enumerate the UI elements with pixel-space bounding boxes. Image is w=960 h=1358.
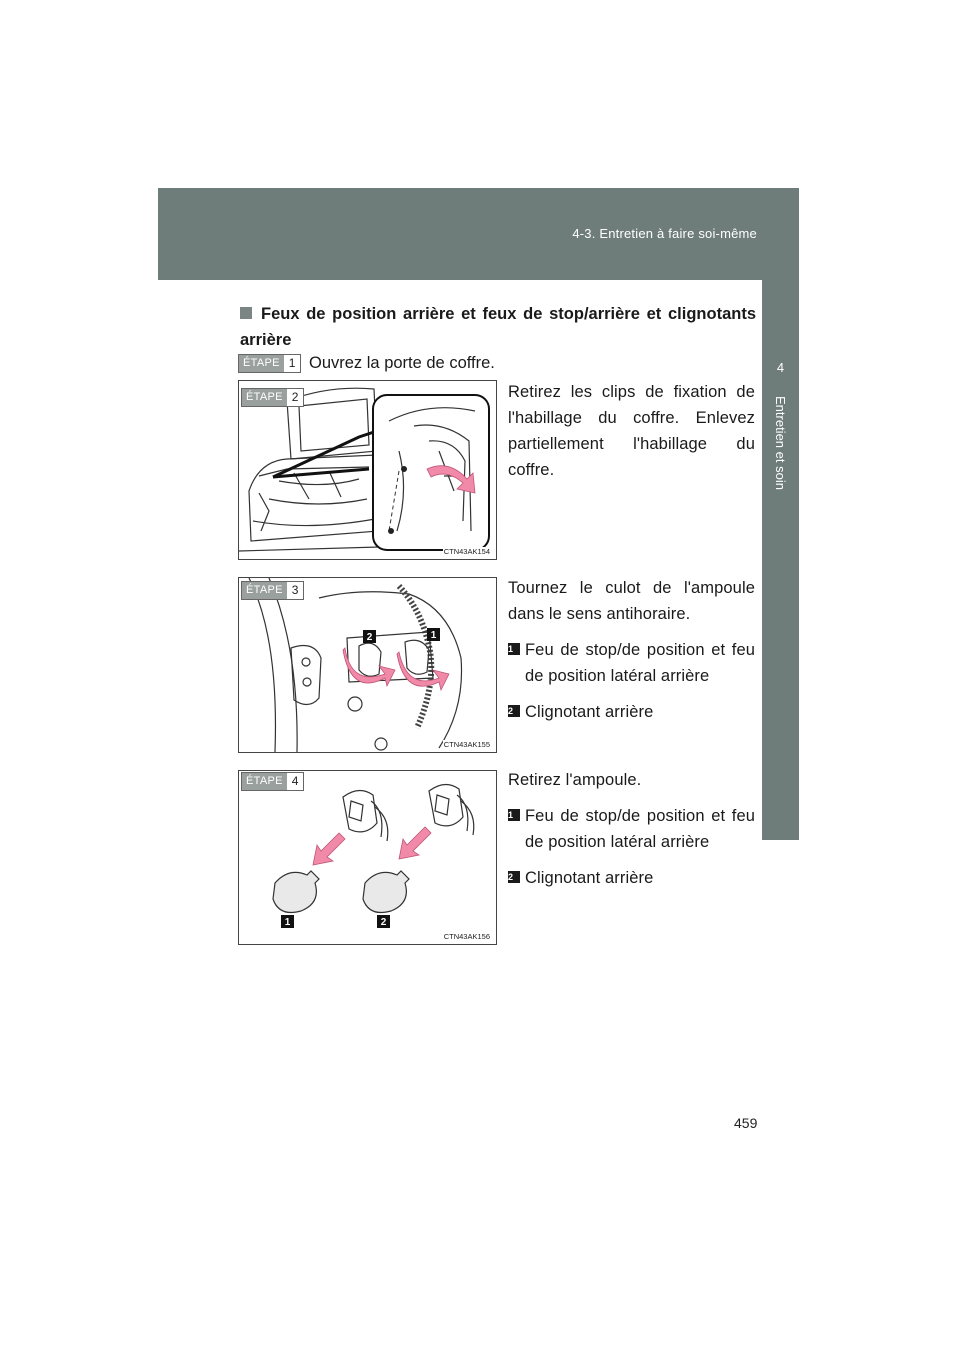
chapter-side-tab[interactable] <box>762 280 799 840</box>
bullet-text: Clignotant arrière <box>525 869 654 887</box>
step-2-text: Retirez les clips de fixation de l'habillage du coffre. Enlevez partiellement l'habillage du coffre. <box>508 383 755 479</box>
figure-mark-2: 2 <box>380 917 387 928</box>
step-3-bullet-2 <box>508 699 755 725</box>
header-band <box>158 188 799 280</box>
figure-mark-1: 1 <box>284 917 291 928</box>
step-4-figure <box>238 770 497 945</box>
page-number: 459 <box>734 1115 758 1131</box>
bullet-mark: 2 <box>508 705 520 717</box>
bullet-mark: 1 <box>508 809 520 821</box>
step-2-figure <box>238 380 497 560</box>
bullet-text: Feu de stop/de position et feu de position latéral arrière <box>525 641 755 685</box>
step-3-text: Tournez le culot de l'ampoule dans le sens antihoraire. <box>508 579 755 623</box>
etape-label: ÉTAPE <box>239 355 284 372</box>
step-3-figure <box>238 577 497 753</box>
etape-label: ÉTAPE <box>242 773 287 790</box>
figure-code: CTN43AK156 <box>443 932 490 941</box>
bulb-removal-illustration <box>239 771 496 944</box>
etape-label: ÉTAPE <box>242 582 287 599</box>
step-3-bullet-1 <box>508 637 755 689</box>
step-1-badge <box>238 354 301 373</box>
etape-number: 2 <box>291 390 299 404</box>
square-bullet-icon <box>240 307 252 319</box>
etape-number: 4 <box>291 774 299 788</box>
chapter-label: Entretien et soin <box>773 396 788 490</box>
figure-mark-1: 1 <box>430 630 437 641</box>
trunk-trim-illustration <box>239 381 496 559</box>
step-3-body <box>508 575 755 725</box>
step-4-bullet-1 <box>508 803 755 855</box>
step-1-text: Ouvrez la porte de coffre. <box>309 354 495 372</box>
etape-label: ÉTAPE <box>242 389 287 406</box>
section-heading-text: Feux de position arrière et feux de stop/arrière et clignotants arrière <box>240 305 756 349</box>
bullet-text: Feu de stop/de position et feu de position latéral arrière <box>525 807 755 851</box>
step-4-badge <box>241 772 304 791</box>
step-4-text: Retirez l'ampoule. <box>508 771 642 789</box>
etape-number: 1 <box>288 356 296 370</box>
chapter-number: 4 <box>776 360 785 375</box>
header-title: 4-3. Entretien à faire soi-même <box>572 226 757 241</box>
figure-mark-2: 2 <box>366 632 373 643</box>
figure-code: CTN43AK154 <box>443 547 490 556</box>
bullet-text: Clignotant arrière <box>525 703 654 721</box>
figure-code: CTN43AK155 <box>443 740 490 749</box>
section-heading <box>240 301 756 353</box>
bulb-socket-illustration <box>239 578 496 752</box>
step-4-bullet-2 <box>508 865 755 891</box>
etape-number: 3 <box>291 583 299 597</box>
step-4-body <box>508 767 755 891</box>
bullet-mark: 2 <box>508 871 520 883</box>
bullet-mark: 1 <box>508 643 520 655</box>
step-2-badge <box>241 388 304 407</box>
step-3-badge <box>241 581 304 600</box>
